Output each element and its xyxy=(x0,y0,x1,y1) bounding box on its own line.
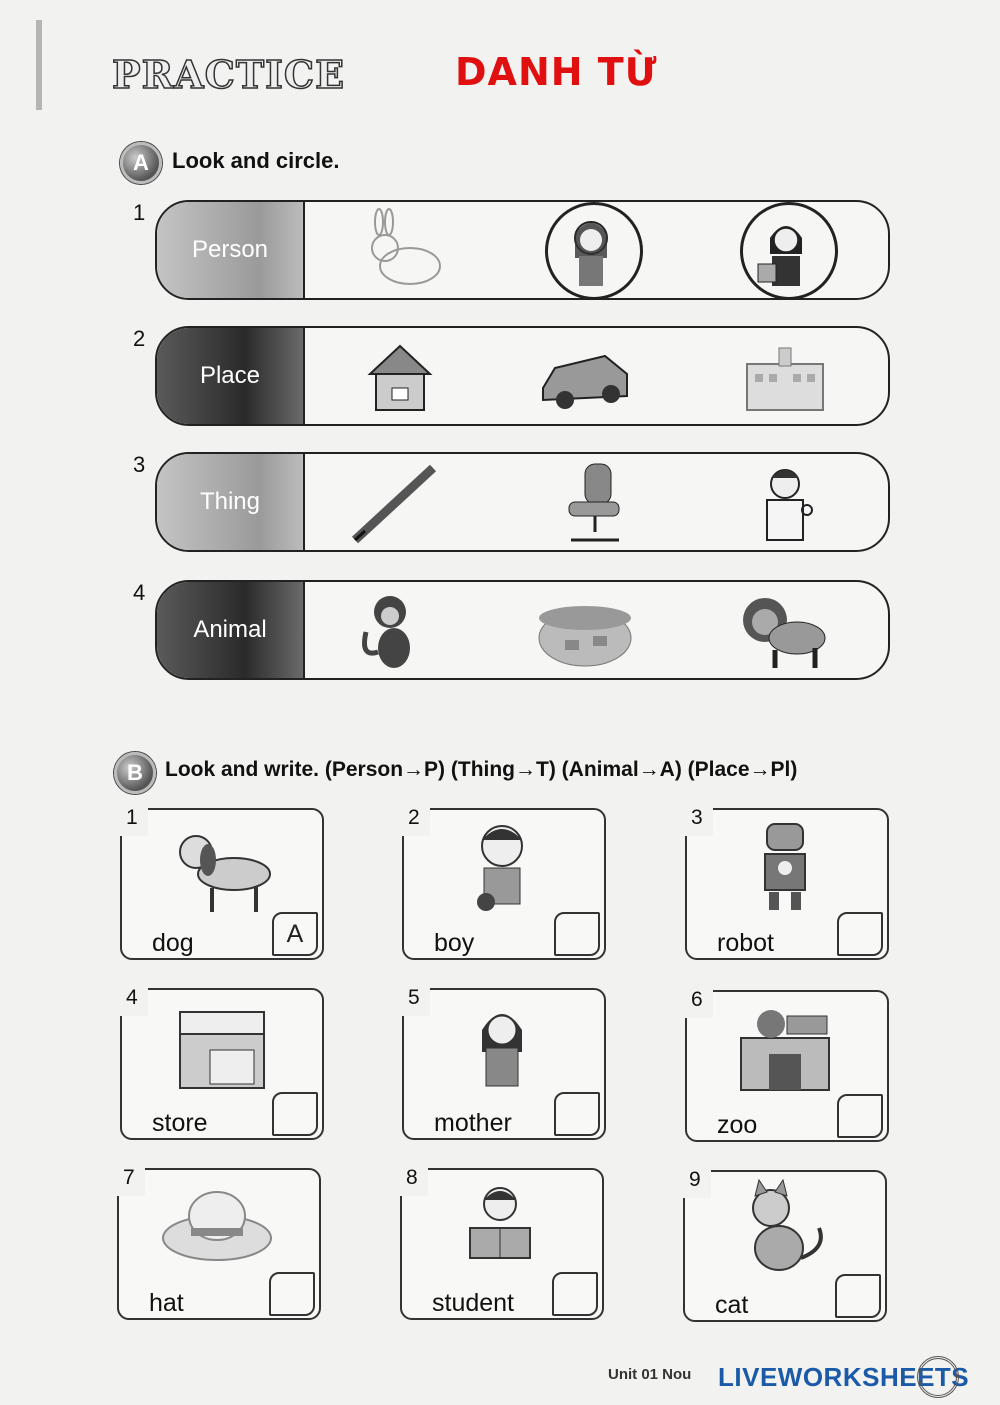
card-mother xyxy=(402,988,606,1140)
section-b-title: Look and write. (Person→P) (Thing→T) (Animal→A) (Place→Pl) xyxy=(165,758,798,781)
mother-icon xyxy=(442,996,562,1096)
card-number: 7 xyxy=(115,1166,145,1196)
dog-icon xyxy=(160,816,280,916)
card-number: 5 xyxy=(400,986,430,1016)
row-label: Person xyxy=(157,202,305,298)
rabbit-icon[interactable] xyxy=(355,208,455,292)
answer-box[interactable] xyxy=(837,912,883,956)
chair-icon[interactable] xyxy=(545,460,645,544)
card-number: 2 xyxy=(400,806,430,836)
page-edge xyxy=(36,20,42,110)
answer-box[interactable] xyxy=(554,1092,600,1136)
house-icon[interactable] xyxy=(350,334,450,418)
card-number: 4 xyxy=(118,986,148,1016)
car-icon[interactable] xyxy=(535,334,635,418)
row-number: 3 xyxy=(133,452,146,477)
row-animal xyxy=(133,580,890,680)
row-thing xyxy=(133,452,890,552)
row-person xyxy=(133,200,890,300)
row-label: Animal xyxy=(157,582,305,678)
card-word: hat xyxy=(149,1289,184,1317)
row-number: 2 xyxy=(133,326,146,351)
footer-brand: LIVEWORKSHEETS xyxy=(718,1362,970,1392)
lion-icon[interactable] xyxy=(735,588,835,672)
section-b-badge: B xyxy=(114,752,156,794)
school-icon[interactable] xyxy=(735,334,835,418)
card-word: zoo xyxy=(717,1111,758,1139)
row-label: Place xyxy=(157,328,305,424)
card-number: 9 xyxy=(681,1168,711,1198)
answer-box[interactable]: A xyxy=(272,912,318,956)
page-title: DANH TỪ xyxy=(455,50,658,94)
card-zoo xyxy=(685,990,889,1142)
answer-box[interactable] xyxy=(835,1274,881,1318)
card-word: mother xyxy=(434,1109,512,1137)
card-word: boy xyxy=(434,929,475,957)
hat-icon xyxy=(157,1176,277,1276)
card-number: 1 xyxy=(118,806,148,836)
doctor-icon[interactable] xyxy=(735,460,835,544)
card-number: 8 xyxy=(398,1166,428,1196)
section-a-title: Look and circle. xyxy=(172,148,340,173)
cat-icon xyxy=(723,1178,843,1278)
boy-icon xyxy=(442,816,562,916)
card-store xyxy=(120,988,324,1140)
answer-box[interactable] xyxy=(837,1094,883,1138)
card-word: cat xyxy=(715,1291,749,1319)
robot-icon xyxy=(725,816,845,916)
card-cat xyxy=(683,1170,887,1322)
row-label: Thing xyxy=(157,454,305,550)
card-robot xyxy=(685,808,889,960)
footer-unit: Unit 01 Nou xyxy=(608,1366,692,1383)
row-number: 4 xyxy=(133,580,146,605)
card-number: 3 xyxy=(683,806,713,836)
card-word: student xyxy=(432,1289,515,1317)
answer-box[interactable] xyxy=(269,1272,315,1316)
section-a-badge: A xyxy=(120,142,162,184)
card-boy xyxy=(402,808,606,960)
card-dog xyxy=(120,808,324,960)
row-number: 1 xyxy=(133,200,146,225)
card-word: robot xyxy=(717,929,774,957)
store-icon xyxy=(160,996,280,1096)
girl-icon[interactable] xyxy=(541,208,641,292)
answer-box[interactable] xyxy=(272,1092,318,1136)
pencil-icon[interactable] xyxy=(345,460,445,544)
row-place xyxy=(133,326,890,426)
card-word: store xyxy=(152,1109,208,1137)
practice-heading: PRACTICE xyxy=(112,52,346,97)
seal-icon xyxy=(917,1356,959,1398)
park-icon[interactable] xyxy=(535,588,635,672)
card-number: 6 xyxy=(683,988,713,1018)
card-hat xyxy=(117,1168,321,1320)
teacher-icon[interactable] xyxy=(736,208,836,292)
monkey-icon[interactable] xyxy=(350,588,450,672)
answer-box[interactable] xyxy=(552,1272,598,1316)
card-student xyxy=(400,1168,604,1320)
zoo-icon xyxy=(725,998,845,1098)
card-word: dog xyxy=(152,929,194,957)
student-icon xyxy=(440,1176,560,1276)
answer-box[interactable] xyxy=(554,912,600,956)
